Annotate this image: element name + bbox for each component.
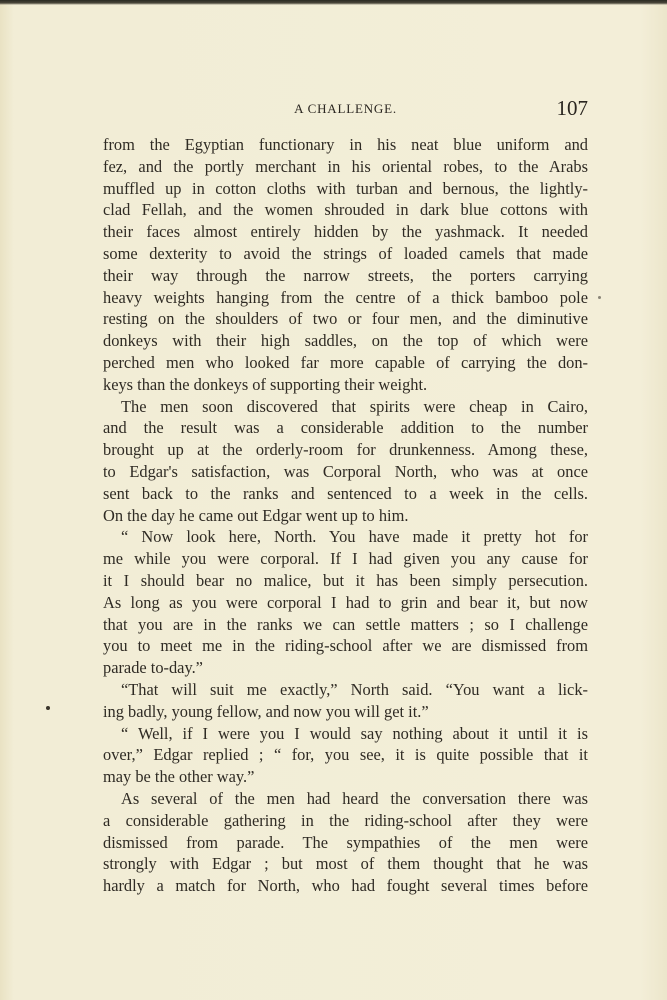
text-line: some dexterity to avoid the strings of loaded camels that made bbox=[103, 243, 588, 263]
text-line: As long as you were corporal I had to grin and bear it, but now bbox=[103, 592, 588, 612]
text-line: that you are in the ranks we can settle matters ; so I challenge bbox=[103, 614, 588, 634]
text-line: it I should bear no malice, but it has been simply persecution. bbox=[103, 570, 588, 590]
text-line: to Edgar's satisfaction, was Corporal North, who was at once bbox=[103, 461, 588, 481]
text-line: resting on the shoulders of two or four men, and the diminutive bbox=[103, 309, 588, 329]
text-line: strongly with Edgar ; but most of them thought that he was bbox=[103, 854, 588, 874]
text-line: The men soon discovered that spirits were cheap in Cairo, bbox=[121, 396, 588, 416]
running-title: A CHALLENGE. bbox=[294, 101, 397, 116]
text-line: parade to-day.” bbox=[103, 658, 203, 678]
text-line: dismissed from parade. The sympathies of the men were bbox=[103, 832, 588, 852]
text-line: perched men who looked far more capable of carrying the don- bbox=[103, 352, 588, 372]
text-line: hardly a match for North, who had fought several times before bbox=[103, 876, 588, 896]
text-line: “That will suit me exactly,” North said. “You want a lick- bbox=[121, 679, 588, 699]
ink-speck bbox=[46, 706, 50, 710]
text-line: their way through the narrow streets, the porters carrying bbox=[103, 265, 588, 285]
text-line: sent back to the ranks and sentenced to a week in the cells. bbox=[103, 483, 588, 503]
text-line: clad Fellah, and the women shrouded in dark blue cottons with bbox=[103, 200, 588, 220]
text-line: their faces almost entirely hidden by the yashmack. It needed bbox=[103, 222, 588, 242]
page-top-edge bbox=[0, 0, 667, 5]
text-line: from the Egyptian functionary in his neat blue uniform and bbox=[103, 135, 588, 154]
text-line: a considerable gathering in the riding-school after they were bbox=[103, 810, 588, 830]
text-line: over,” Edgar replied ; “ for, you see, it is quite possible that it bbox=[103, 745, 588, 765]
text-line: heavy weights hanging from the centre of a thick bamboo pole bbox=[103, 287, 588, 307]
page-header bbox=[103, 96, 588, 122]
text-line: ing badly, young fellow, and now you will get it.” bbox=[103, 701, 429, 721]
text-line: “ Now look here, North. You have made it pretty hot for bbox=[121, 527, 588, 547]
text-line: “ Well, if I were you I would say nothing about it until it is bbox=[121, 723, 588, 743]
text-line: muffled up in cotton cloths with turban and bernous, the lightly- bbox=[103, 178, 588, 198]
text-line: me while you were corporal. If I had given you any cause for bbox=[103, 549, 588, 569]
text-line: you to meet me in the riding-school after we are dismissed from bbox=[103, 636, 588, 656]
text-line: may be the other way.” bbox=[103, 767, 255, 787]
text-line: fez, and the portly merchant in his oriental robes, to the Arabs bbox=[103, 156, 588, 176]
text-line: keys than the donkeys of supporting their weight. bbox=[103, 374, 428, 394]
text-line: and the result was a considerable addition to the number bbox=[103, 418, 588, 438]
text-line: On the day he came out Edgar went up to him. bbox=[103, 505, 409, 525]
ink-speck bbox=[598, 296, 601, 299]
body-text bbox=[103, 134, 588, 897]
text-line: As several of the men had heard the conversation there was bbox=[121, 788, 588, 808]
text-line: brought up at the orderly-room for drunkenness. Among these, bbox=[103, 440, 588, 460]
page-number: 107 bbox=[556, 96, 588, 120]
text-line: donkeys with their high saddles, on the top of which were bbox=[103, 331, 588, 351]
